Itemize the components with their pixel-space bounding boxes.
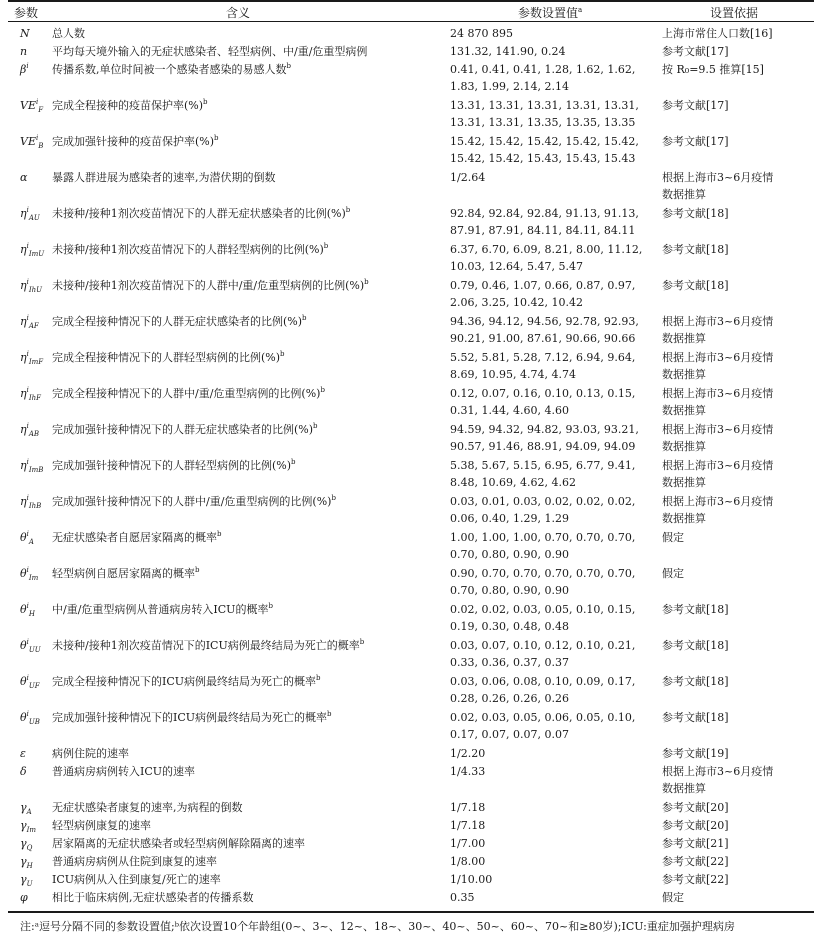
param-meaning <box>52 745 450 762</box>
param-meaning <box>52 61 450 78</box>
param-meaning <box>52 835 450 852</box>
param-meaning <box>52 709 450 726</box>
param-meaning <box>52 871 450 888</box>
basis-line: 参考文献[17] <box>662 135 729 148</box>
header-value <box>518 4 582 21</box>
footnote-mark: b <box>302 314 307 322</box>
param-value <box>450 673 655 707</box>
param-symbol: $\beta^i$ <box>20 62 29 76</box>
value-line: 8.48, 10.69, 4.62, 4.62 <box>450 476 576 489</box>
footnote-mark: b <box>323 242 329 250</box>
param-value <box>450 637 655 671</box>
footnote-mark: b <box>345 206 351 214</box>
basis-line: 假定 <box>662 891 684 904</box>
param-basis <box>662 385 814 419</box>
meaning-text: 完成加强针接种情况下的人群无症状感染者的比例(%) <box>52 423 314 436</box>
param-symbol: N <box>20 27 30 40</box>
param-meaning <box>52 529 450 546</box>
footnote-mark: b <box>313 422 318 430</box>
value-line: 24 870 895 <box>450 27 513 40</box>
param-meaning <box>52 457 450 474</box>
param-value <box>450 349 655 383</box>
param-value <box>450 205 655 239</box>
param-symbol: $\theta^i_{UF}$ <box>20 674 40 690</box>
meaning-text: 未接种/接种1剂次疫苗情况下的ICU病例最终结局为死亡的概率 <box>52 639 360 652</box>
footnote-mark: b <box>327 710 332 718</box>
value-line: 2.06, 3.25, 10.42, 10.42 <box>450 296 583 309</box>
meaning-text: 无症状感染者康复的速率,为病程的倒数 <box>52 801 243 814</box>
param-symbol: $VE^i_B$ <box>20 134 44 150</box>
meaning-text: 完成加强针接种的疫苗保护率(%) <box>52 135 215 148</box>
footnote-mark: b <box>203 98 208 106</box>
basis-line: 数据推算 <box>662 368 706 381</box>
value-line: 1/8.00 <box>450 855 486 868</box>
header-param: 参数 <box>14 6 39 20</box>
param-symbol: $\eta^i_{AU}$ <box>20 206 40 222</box>
param-value <box>450 889 655 906</box>
value-line: 90.21, 91.00, 87.61, 90.66, 90.66 <box>450 332 636 345</box>
basis-line: 根据上海市3~6月疫情 <box>662 423 774 436</box>
meaning-text: 完成全程接种情况下的人群中/重/危重型病例的比例(%) <box>52 387 321 400</box>
param-basis <box>662 799 814 816</box>
basis-line: 参考文献[18] <box>662 675 729 688</box>
param-basis <box>662 763 814 797</box>
param-basis <box>662 313 814 347</box>
param-basis <box>662 889 814 906</box>
value-line: 0.06, 0.40, 1.29, 1.29 <box>450 512 569 525</box>
param-meaning <box>52 313 450 330</box>
param-meaning <box>52 241 450 258</box>
basis-line: 根据上海市3~6月疫情 <box>662 765 774 778</box>
param-symbol: α <box>20 171 28 184</box>
meaning-text: 相比于临床病例,无症状感染者的传播系数 <box>52 891 254 904</box>
value-line: 0.28, 0.26, 0.26, 0.26 <box>450 692 569 705</box>
param-symbol: $\eta^i_{IhU}$ <box>20 278 43 294</box>
param-value <box>450 457 655 491</box>
param-meaning <box>52 637 450 654</box>
value-line: 13.31, 13.31, 13.31, 13.31, 13.31, <box>450 99 639 112</box>
param-value <box>450 25 655 42</box>
meaning-text: 完成全程接种情况下的ICU病例最终结局为死亡的概率 <box>52 675 317 688</box>
param-basis <box>662 565 814 582</box>
footnote-mark: b <box>217 530 222 538</box>
param-symbol: $\gamma_H$ <box>20 855 33 870</box>
value-line: 0.70, 0.80, 0.90, 0.90 <box>450 548 569 561</box>
param-value <box>450 169 655 186</box>
param-value <box>450 61 655 95</box>
meaning-text: 普通病房病例转入ICU的速率 <box>52 765 196 778</box>
basis-line: 数据推算 <box>662 476 706 489</box>
meaning-text: 居家隔离的无症状感染者或轻型病例解除隔离的速率 <box>52 837 305 850</box>
param-basis <box>662 835 814 852</box>
param-value <box>450 97 655 131</box>
param-meaning <box>52 169 450 186</box>
param-symbol: ε <box>20 747 26 760</box>
param-basis <box>662 133 814 150</box>
value-line: 0.19, 0.30, 0.48, 0.48 <box>450 620 569 633</box>
value-line: 87.91, 87.91, 84.11, 84.11, 84.11 <box>450 224 636 237</box>
param-basis <box>662 673 814 690</box>
value-line: 6.37, 6.70, 6.09, 8.21, 8.00, 11.12, <box>450 243 643 256</box>
param-meaning <box>52 799 450 816</box>
param-basis <box>662 817 814 834</box>
basis-line: 参考文献[18] <box>662 639 729 652</box>
basis-line: 参考文献[17] <box>662 99 729 112</box>
value-line: 0.02, 0.03, 0.05, 0.06, 0.05, 0.10, <box>450 711 636 724</box>
meaning-text: 总人数 <box>52 27 85 40</box>
value-line: 15.42, 15.42, 15.42, 15.42, 15.42, <box>450 135 639 148</box>
param-basis <box>662 529 814 546</box>
param-basis <box>662 349 814 383</box>
param-symbol: $\theta^i_{Im}$ <box>20 566 39 582</box>
param-value <box>450 799 655 816</box>
param-symbol: $\theta^i_H$ <box>20 602 35 618</box>
value-line: 5.52, 5.81, 5.28, 7.12, 6.94, 9.64, <box>450 351 636 364</box>
basis-line: 按 R₀=9.5 推算[15] <box>662 63 764 76</box>
footnote-mark: b <box>268 602 273 610</box>
value-line: 0.02, 0.02, 0.03, 0.05, 0.10, 0.15, <box>450 603 636 616</box>
value-line: 1/2.20 <box>450 747 486 760</box>
basis-line: 根据上海市3~6月疫情 <box>662 171 774 184</box>
param-meaning <box>52 763 450 780</box>
param-symbol: $\eta^i_{ImB}$ <box>20 458 44 474</box>
meaning-text: 轻型病例康复的速率 <box>52 819 151 832</box>
param-basis <box>662 241 814 258</box>
basis-line: 参考文献[18] <box>662 243 729 256</box>
value-line: 1/10.00 <box>450 873 493 886</box>
param-basis <box>662 637 814 654</box>
footnote-mark: b <box>195 566 200 574</box>
basis-line: 参考文献[17] <box>662 45 729 58</box>
param-value <box>450 565 655 599</box>
param-value <box>450 241 655 275</box>
value-line: 0.17, 0.07, 0.07, 0.07 <box>450 728 569 741</box>
basis-line: 参考文献[18] <box>662 711 729 724</box>
param-value <box>450 763 655 780</box>
param-symbol: $\theta^i_A$ <box>20 530 34 546</box>
param-symbol: $\eta^i_{IhF}$ <box>20 386 41 402</box>
param-meaning <box>52 349 450 366</box>
param-meaning <box>52 43 450 60</box>
value-line: 94.36, 94.12, 94.56, 92.78, 92.93, <box>450 315 639 328</box>
basis-line: 根据上海市3~6月疫情 <box>662 459 774 472</box>
param-basis <box>662 205 814 222</box>
table-note: 注:ᵃ逗号分隔不同的参数设置值;ᵇ依次设置10个年龄组(0~、3~、12~、18~、30~、40~、50~、60~、70~和≥80岁);ICU:重症加强护理病房 <box>20 920 735 933</box>
param-meaning <box>52 133 450 150</box>
param-basis <box>662 97 814 114</box>
value-line: 94.59, 94.32, 94.82, 93.03, 93.21, <box>450 423 639 436</box>
value-line: 15.42, 15.42, 15.43, 15.43, 15.43 <box>450 152 636 165</box>
param-symbol: $\gamma_Q$ <box>20 837 33 852</box>
basis-line: 参考文献[20] <box>662 819 729 832</box>
param-meaning <box>52 421 450 438</box>
param-meaning <box>52 601 450 618</box>
footnote-mark: b <box>286 62 291 70</box>
value-line: 0.03, 0.07, 0.10, 0.12, 0.10, 0.21, <box>450 639 636 652</box>
param-meaning <box>52 889 450 906</box>
param-meaning <box>52 277 450 294</box>
bottom-rule <box>8 911 814 913</box>
value-line: 13.31, 13.31, 13.35, 13.35, 13.35 <box>450 116 636 129</box>
value-line: 131.32, 141.90, 0.24 <box>450 45 566 58</box>
value-line: 92.84, 92.84, 92.84, 91.13, 91.13, <box>450 207 639 220</box>
value-line: 0.79, 0.46, 1.07, 0.66, 0.87, 0.97, <box>450 279 636 292</box>
param-basis <box>662 457 814 491</box>
meaning-text: 平均每天境外输入的无症状感染者、轻型病例、中/重/危重型病例 <box>52 45 368 58</box>
basis-line: 假定 <box>662 531 684 544</box>
value-line: 8.69, 10.95, 4.74, 4.74 <box>450 368 576 381</box>
param-meaning <box>52 493 450 510</box>
basis-line: 根据上海市3~6月疫情 <box>662 495 774 508</box>
param-value <box>450 709 655 743</box>
meaning-text: 完成加强针接种情况下的ICU病例最终结局为死亡的概率 <box>52 711 328 724</box>
param-meaning <box>52 565 450 582</box>
value-line: 0.35 <box>450 891 475 904</box>
header-basis: 设置依据 <box>710 6 759 20</box>
basis-line: 根据上海市3~6月疫情 <box>662 315 774 328</box>
param-value <box>450 601 655 635</box>
basis-line: 数据推算 <box>662 782 706 795</box>
basis-line: 假定 <box>662 567 684 580</box>
param-value <box>450 385 655 419</box>
meaning-text: 未接种/接种1剂次疫苗情况下的人群轻型病例的比例(%) <box>52 243 324 256</box>
param-basis <box>662 709 814 726</box>
param-meaning <box>52 853 450 870</box>
value-line: 0.33, 0.36, 0.37, 0.37 <box>450 656 569 669</box>
basis-line: 参考文献[18] <box>662 603 729 616</box>
basis-line: 数据推算 <box>662 404 706 417</box>
value-line: 0.41, 0.41, 0.41, 1.28, 1.62, 1.62, <box>450 63 636 76</box>
basis-line: 参考文献[21] <box>662 837 729 850</box>
param-value <box>450 835 655 852</box>
meaning-text: 完成加强针接种情况下的人群轻型病例的比例(%) <box>52 459 292 472</box>
param-value <box>450 313 655 347</box>
value-line: 0.90, 0.70, 0.70, 0.70, 0.70, 0.70, <box>450 567 636 580</box>
basis-line: 根据上海市3~6月疫情 <box>662 351 774 364</box>
value-line: 1/7.18 <box>450 819 486 832</box>
header-value-mark: a <box>578 6 583 14</box>
value-line: 0.70, 0.80, 0.90, 0.90 <box>450 584 569 597</box>
basis-line: 参考文献[22] <box>662 855 729 868</box>
param-symbol: $\gamma_{Im}$ <box>20 819 36 834</box>
meaning-text: 完成全程接种情况下的人群无症状感染者的比例(%) <box>52 315 303 328</box>
value-line: 1/4.33 <box>450 765 486 778</box>
meaning-text: 完成全程接种情况下的人群轻型病例的比例(%) <box>52 351 281 364</box>
footnote-mark: b <box>331 494 336 502</box>
param-meaning <box>52 385 450 402</box>
basis-line: 上海市常住人口数[16] <box>662 27 773 40</box>
param-value <box>450 817 655 834</box>
param-value <box>450 277 655 311</box>
meaning-text: 未接种/接种1剂次疫苗情况下的人群无症状感染者的比例(%) <box>52 207 346 220</box>
param-symbol: $VE^i_F$ <box>20 98 44 114</box>
param-symbol: $\eta^i_{AF}$ <box>20 314 39 330</box>
param-symbol: n <box>20 45 28 58</box>
param-symbol: $\eta^i_{ImU}$ <box>20 242 45 258</box>
meaning-text: 未接种/接种1剂次疫苗情况下的人群中/重/危重型病例的比例(%) <box>52 279 365 292</box>
footnote-mark: b <box>214 134 219 142</box>
param-symbol: φ <box>20 891 28 904</box>
meaning-text: 无症状感染者自愿居家隔离的概率 <box>52 531 217 544</box>
meaning-text: 病例住院的速率 <box>52 747 129 760</box>
basis-line: 参考文献[22] <box>662 873 729 886</box>
param-value <box>450 853 655 870</box>
param-basis <box>662 43 814 60</box>
value-line: 1/7.00 <box>450 837 486 850</box>
param-meaning <box>52 817 450 834</box>
basis-line: 参考文献[19] <box>662 747 729 760</box>
param-value <box>450 133 655 167</box>
footnote-mark: b <box>280 350 285 358</box>
basis-line: 参考文献[20] <box>662 801 729 814</box>
value-line: 0.03, 0.06, 0.08, 0.10, 0.09, 0.17, <box>450 675 636 688</box>
basis-line: 参考文献[18] <box>662 279 729 292</box>
param-value <box>450 529 655 563</box>
basis-line: 数据推算 <box>662 440 706 453</box>
param-symbol: δ <box>20 765 27 778</box>
param-symbol: $\theta^i_{UU}$ <box>20 638 41 654</box>
meaning-text: 完成全程接种的疫苗保护率(%) <box>52 99 204 112</box>
meaning-text: 中/重/危重型病例从普通病房转入ICU的概率 <box>52 603 269 616</box>
meaning-text: 普通病房病例从住院到康复的速率 <box>52 855 217 868</box>
param-value <box>450 421 655 455</box>
param-value <box>450 871 655 888</box>
value-line: 1/7.18 <box>450 801 486 814</box>
param-basis <box>662 421 814 455</box>
value-line: 1.00, 1.00, 1.00, 0.70, 0.70, 0.70, <box>450 531 636 544</box>
value-line: 10.03, 12.64, 5.47, 5.47 <box>450 260 583 273</box>
header-rule <box>8 21 814 22</box>
param-value <box>450 745 655 762</box>
meaning-text: 传播系数,单位时间被一个感染者感染的易感人数 <box>52 63 287 76</box>
footnote-mark: b <box>364 278 369 286</box>
footnote-mark: b <box>316 674 321 682</box>
basis-line: 数据推算 <box>662 512 706 525</box>
param-meaning <box>52 205 450 222</box>
basis-line: 根据上海市3~6月疫情 <box>662 387 774 400</box>
param-basis <box>662 277 814 294</box>
param-meaning <box>52 97 450 114</box>
param-meaning <box>52 673 450 690</box>
param-symbol: $\eta^i_{AB}$ <box>20 422 40 438</box>
header-meaning: 含义 <box>226 6 251 20</box>
param-basis <box>662 871 814 888</box>
param-symbol: $\gamma_A$ <box>20 801 32 816</box>
meaning-text: 轻型病例自愿居家隔离的概率 <box>52 567 195 580</box>
param-meaning <box>52 25 450 42</box>
param-basis <box>662 853 814 870</box>
value-line: 1/2.64 <box>450 171 486 184</box>
param-value <box>450 43 655 60</box>
param-symbol: $\theta^i_{UB}$ <box>20 710 40 726</box>
meaning-text: 暴露人群进展为感染者的速率,为潜伏期的倒数 <box>52 171 276 184</box>
param-symbol: $\eta^i_{ImF}$ <box>20 350 44 366</box>
top-rule <box>8 0 814 2</box>
param-value <box>450 493 655 527</box>
param-basis <box>662 25 814 42</box>
basis-line: 数据推算 <box>662 332 706 345</box>
param-basis <box>662 493 814 527</box>
meaning-text: ICU病例从入住到康复/死亡的速率 <box>52 873 221 886</box>
footnote-mark: b <box>320 386 325 394</box>
value-line: 90.57, 91.46, 88.91, 94.09, 94.09 <box>450 440 636 453</box>
value-line: 1.83, 1.99, 2.14, 2.14 <box>450 80 569 93</box>
footnote-mark: b <box>359 638 365 646</box>
footnote-mark: b <box>291 458 296 466</box>
param-basis <box>662 745 814 762</box>
header-value-label: 参数设置值 <box>518 6 579 20</box>
value-line: 0.31, 1.44, 4.60, 4.60 <box>450 404 569 417</box>
value-line: 5.38, 5.67, 5.15, 6.95, 6.77, 9.41, <box>450 459 636 472</box>
value-line: 0.03, 0.01, 0.03, 0.02, 0.02, 0.02, <box>450 495 636 508</box>
value-line: 0.12, 0.07, 0.16, 0.10, 0.13, 0.15, <box>450 387 636 400</box>
param-basis <box>662 61 814 78</box>
param-symbol: $\gamma_U$ <box>20 873 33 888</box>
meaning-text: 完成加强针接种情况下的人群中/重/危重型病例的比例(%) <box>52 495 332 508</box>
param-basis <box>662 601 814 618</box>
basis-line: 参考文献[18] <box>662 207 729 220</box>
basis-line: 数据推算 <box>662 188 706 201</box>
param-basis <box>662 169 814 203</box>
param-symbol: $\eta^i_{IhB}$ <box>20 494 42 510</box>
